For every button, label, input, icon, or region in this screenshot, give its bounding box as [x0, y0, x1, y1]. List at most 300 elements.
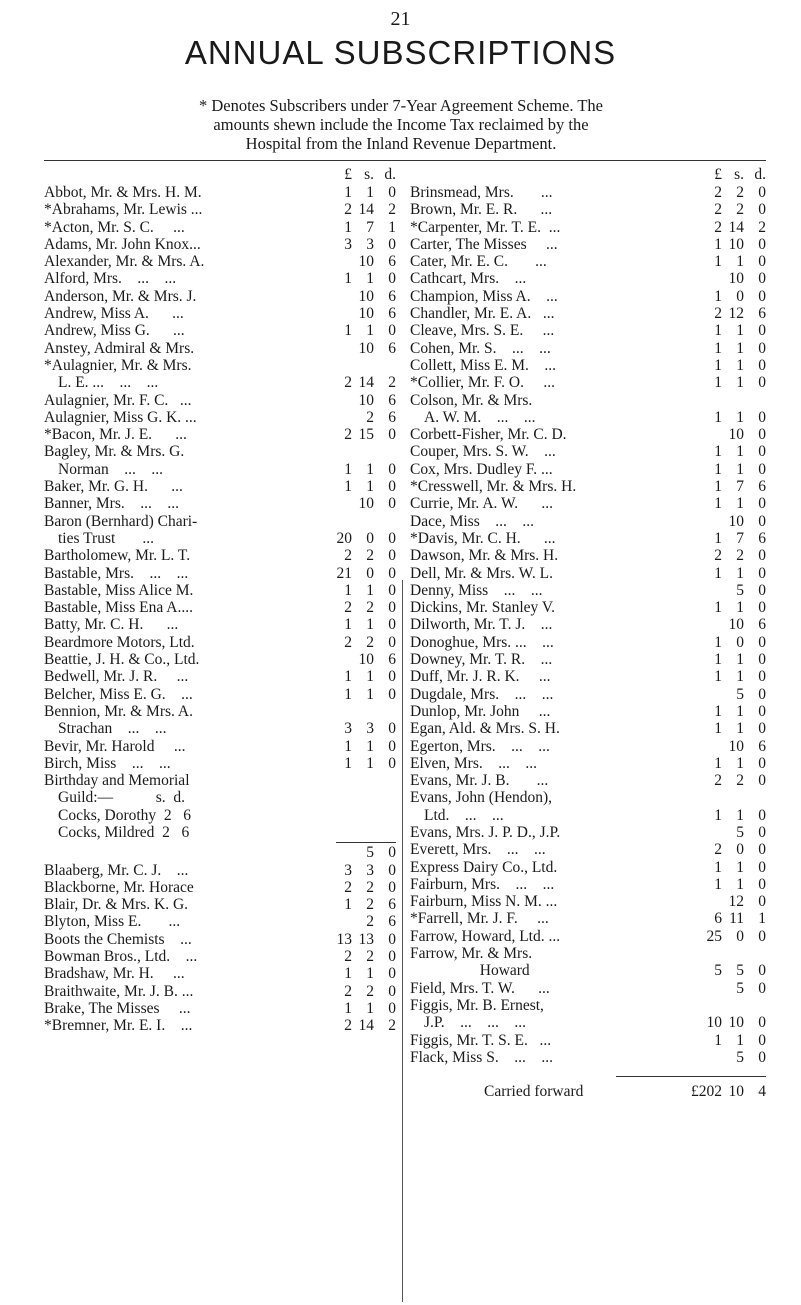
pounds-amount: 2 — [714, 305, 722, 323]
pence-amount: 0 — [758, 875, 766, 893]
shillings-amount: 1 — [366, 460, 374, 478]
pounds-amount: 2 — [344, 1017, 352, 1035]
subscriber-name: *Aulagnier, Mr. & Mrs. — [44, 356, 192, 374]
pence-amount: 6 — [388, 913, 396, 931]
note-line: Hospital from the Inland Revenue Department. — [245, 134, 557, 153]
pence-amount: 0 — [388, 322, 396, 340]
subscriber-name: Dunlop, Mr. John ... — [410, 702, 551, 720]
pence-amount: 0 — [388, 184, 396, 201]
subscriber-row — [44, 686, 396, 703]
subscriber-name: Bradshaw, Mr. H. ... — [44, 965, 185, 983]
subscriber-row — [410, 616, 766, 633]
subscriber-name: Anderson, Mr. & Mrs. J. — [44, 287, 197, 305]
subscriber-row — [410, 789, 766, 806]
pounds-amount: 3 — [344, 861, 352, 879]
subscriber-row — [44, 547, 396, 564]
subscriber-row — [410, 219, 766, 236]
pence-amount: 0 — [388, 861, 396, 879]
shillings-amount: 10 — [358, 305, 374, 323]
subscriber-row — [44, 703, 396, 720]
pounds-head: £ — [714, 166, 722, 183]
pence-amount: 0 — [758, 287, 766, 305]
subscriber-name: Currie, Mr. A. W. ... — [410, 495, 553, 513]
pence-amount: 0 — [388, 460, 396, 478]
note-line: * Denotes Subscribers under 7-Year Agreement Scheme. The — [198, 96, 603, 115]
pence-amount: 0 — [758, 408, 766, 426]
right-column — [410, 166, 766, 1101]
subscriber-name: Champion, Miss A. ... — [410, 287, 558, 305]
subscriber-name: Evans, John (Hendon), — [410, 789, 553, 807]
subscriber-name: Bastable, Mrs. ... ... — [44, 564, 189, 582]
shillings-amount: 10 — [728, 616, 744, 634]
subscriber-name: Flack, Miss S. ... ... — [410, 1048, 553, 1066]
subscriber-name: *Farrell, Mr. J. F. ... — [410, 910, 549, 928]
subscriber-name: *Davis, Mr. C. H. ... — [410, 529, 556, 547]
subscriber-name: Abbot, Mr. & Mrs. H. M. — [44, 184, 202, 201]
shillings-amount: 1 — [736, 253, 744, 271]
subscriber-name: Dell, Mr. & Mrs. W. L. — [410, 564, 553, 582]
subscriber-name: Figgis, Mr. B. Ernest, — [410, 996, 544, 1014]
subscriber-name: Cathcart, Mrs. ... — [410, 270, 527, 288]
pence-amount: 0 — [388, 547, 396, 565]
shillings-amount: 2 — [736, 547, 744, 565]
pounds-amount: 1 — [714, 339, 722, 357]
subscriber-row — [410, 340, 766, 357]
pounds-amount — [694, 824, 722, 841]
pounds-amount — [694, 616, 722, 633]
subscriber-name: Duff, Mr. J. R. K. ... — [410, 668, 551, 686]
shillings-amount: 1 — [736, 702, 744, 720]
shillings-amount: 2 — [366, 982, 374, 1000]
subscriber-row — [44, 322, 396, 339]
subscriber-name: ties Trust ... — [58, 529, 155, 547]
shillings-amount: 10 — [728, 235, 744, 253]
subscriber-name: Baker, Mr. G. H. ... — [44, 478, 183, 496]
shillings-amount: 7 — [736, 529, 744, 547]
pounds-amount — [324, 392, 352, 409]
pence-amount: 0 — [388, 581, 396, 599]
subscriber-name: Bastable, Miss Ena A.... — [44, 599, 193, 617]
pounds-amount: 1 — [344, 965, 352, 983]
pounds-amount: 1 — [714, 460, 722, 478]
pounds-amount — [694, 738, 722, 755]
pounds-amount: 1 — [714, 253, 722, 271]
subscriber-row — [44, 270, 396, 287]
pounds-amount: 1 — [714, 754, 722, 772]
pence-amount: 0 — [388, 948, 396, 966]
pounds-amount — [694, 270, 722, 287]
subscriber-row — [410, 547, 766, 564]
pounds-amount: 2 — [714, 201, 722, 219]
shillings-amount: 10 — [728, 737, 744, 755]
pounds-head: £ — [344, 166, 352, 183]
subscriber-row — [410, 893, 766, 910]
subscriber-row — [44, 651, 396, 668]
shillings-amount: 1 — [736, 495, 744, 513]
subscriber-row — [44, 599, 396, 616]
subscriber-row — [44, 374, 396, 391]
pounds-amount: 1 — [344, 754, 352, 772]
shillings-amount: 2 — [366, 948, 374, 966]
subscriber-name: *Cresswell, Mr. & Mrs. H. — [410, 478, 577, 496]
pence-amount: 0 — [758, 927, 766, 945]
shillings-head: s. — [734, 166, 744, 183]
pounds-amount: 2 — [344, 426, 352, 444]
pence-amount: 2 — [388, 1017, 396, 1035]
subscriber-name: Donoghue, Mrs. ... ... — [410, 633, 554, 651]
shillings-amount: 2 — [366, 878, 374, 896]
subscriber-row — [44, 219, 396, 236]
subscriber-name: Braithwaite, Mr. J. B. ... — [44, 982, 194, 1000]
subscriber-row — [410, 513, 766, 530]
pounds-amount: 10 — [706, 1014, 722, 1032]
pounds-amount: 1 — [344, 581, 352, 599]
pounds-amount: 1 — [714, 564, 722, 582]
pounds-amount — [694, 686, 722, 703]
pence-amount: 0 — [758, 374, 766, 392]
shillings-amount: 2 — [736, 772, 744, 790]
pence-amount: 0 — [758, 754, 766, 772]
subtotal-rule — [336, 842, 396, 843]
subscriber-row — [410, 201, 766, 218]
subscriber-row — [44, 1000, 396, 1017]
subscriber-row — [44, 530, 396, 547]
pence-amount: 0 — [758, 201, 766, 219]
pence-amount: 0 — [388, 270, 396, 288]
pounds-amount — [694, 893, 722, 910]
subscriber-name: Denny, Miss ... ... — [410, 581, 543, 599]
subscriber-row — [410, 565, 766, 582]
subscriber-name: Howard — [410, 962, 530, 980]
shillings-head: s. — [364, 166, 374, 183]
subscriber-row — [410, 495, 766, 512]
subscriber-row — [44, 824, 396, 841]
subscriber-name: Field, Mrs. T. W. ... — [410, 979, 550, 997]
shillings-amount: 1 — [736, 806, 744, 824]
pence-amount: 6 — [388, 305, 396, 323]
subscriber-name: Dawson, Mr. & Mrs. H. — [410, 547, 559, 565]
subscriber-row — [44, 634, 396, 651]
subscriber-name: Cocks, Mildred 2 6 — [58, 823, 190, 841]
shillings-amount: 2 — [366, 547, 374, 565]
subscriber-name: Bagley, Mr. & Mrs. G. — [44, 443, 185, 461]
pence-amount: 0 — [758, 547, 766, 565]
subscriber-name: Anstey, Admiral & Mrs. — [44, 339, 195, 357]
pounds-amount — [694, 582, 722, 599]
subscriber-name: Dace, Miss ... ... — [410, 512, 534, 530]
pence-amount: 0 — [758, 322, 766, 340]
subscriber-row — [410, 392, 766, 409]
pounds-amount: 1 — [344, 668, 352, 686]
subscriber-row — [44, 913, 396, 930]
subscriber-row — [44, 392, 396, 409]
pence-amount: 0 — [758, 720, 766, 738]
pounds-amount: 3 — [344, 720, 352, 738]
pounds-amount: 6 — [714, 910, 722, 928]
subscriber-row — [410, 184, 766, 201]
pence-amount: 0 — [758, 1014, 766, 1032]
subscriber-row — [44, 983, 396, 1000]
subscriber-name: Norman ... ... — [58, 460, 164, 478]
pence-amount: 6 — [388, 253, 396, 271]
pence-amount: 0 — [388, 754, 396, 772]
subscriber-row — [410, 426, 766, 443]
subscriber-name: Blackborne, Mr. Horace — [44, 878, 194, 896]
subscriber-name: Birch, Miss ... ... — [44, 754, 171, 772]
pounds-amount — [324, 913, 352, 930]
pounds-amount: 2 — [344, 633, 352, 651]
shillings-amount: 1 — [366, 685, 374, 703]
pence-amount: 6 — [758, 305, 766, 323]
pence-amount: 0 — [758, 495, 766, 513]
subscriber-name: Blaaberg, Mr. C. J. ... — [44, 861, 189, 879]
subscriber-row — [44, 616, 396, 633]
subscriber-name: *Abrahams, Mr. Lewis ... — [44, 201, 203, 219]
pence-amount: 0 — [758, 668, 766, 686]
pence-amount: 0 — [388, 599, 396, 617]
pence-amount: 0 — [758, 858, 766, 876]
subscriber-row — [410, 962, 766, 979]
pounds-amount: 2 — [714, 547, 722, 565]
pence-amount: 0 — [388, 478, 396, 496]
column-heads — [410, 166, 766, 184]
subscriber-name: Birthday and Memorial — [44, 772, 190, 790]
pounds-amount: 25 — [706, 927, 722, 945]
shillings-amount: 14 — [728, 218, 744, 236]
shillings-amount: 1 — [366, 322, 374, 340]
subscriber-name: Strachan ... ... — [58, 720, 167, 738]
pence-amount: 6 — [758, 616, 766, 634]
subscriber-row — [410, 374, 766, 391]
subscriber-name: Brake, The Misses ... — [44, 999, 191, 1017]
pounds-amount: 2 — [714, 841, 722, 859]
pence-head: d. — [384, 166, 396, 183]
pence-amount: 0 — [758, 702, 766, 720]
pence-amount: 0 — [388, 235, 396, 253]
pence-amount: 0 — [758, 962, 766, 980]
subscriber-name: Fairburn, Miss N. M. ... — [410, 893, 558, 911]
subscriber-row — [410, 755, 766, 772]
shillings-amount: 3 — [366, 235, 374, 253]
subscriber-name: Belcher, Miss E. G. ... — [44, 685, 193, 703]
subscriber-name: Adams, Mr. John Knox... — [44, 235, 201, 253]
subscriber-row — [410, 668, 766, 685]
shillings-amount: 10 — [358, 287, 374, 305]
shillings-amount: 1 — [736, 408, 744, 426]
subscriber-row — [44, 288, 396, 305]
subscriber-name: Alexander, Mr. & Mrs. A. — [44, 253, 205, 271]
shillings-amount: 5 — [736, 962, 744, 980]
subscriber-name: Andrew, Miss A. ... — [44, 305, 184, 323]
pence-amount: 0 — [388, 495, 396, 513]
pence-amount: 6 — [388, 287, 396, 305]
carried-pence-amount: 4 — [758, 1083, 766, 1101]
pounds-amount: 2 — [344, 948, 352, 966]
pounds-amount — [324, 844, 352, 861]
subscriber-row — [44, 443, 396, 460]
shillings-amount: 10 — [358, 339, 374, 357]
shillings-amount: 7 — [736, 478, 744, 496]
subscriber-name: Cocks, Dorothy 2 6 — [58, 806, 192, 824]
subscriber-row — [44, 844, 396, 861]
shillings-amount: 0 — [736, 841, 744, 859]
shillings-amount: 10 — [358, 651, 374, 669]
pounds-amount: 2 — [344, 201, 352, 219]
subscriber-row — [44, 582, 396, 599]
page-number: 21 — [390, 8, 411, 30]
pence-amount: 0 — [388, 720, 396, 738]
subscriber-name: Colson, Mr. & Mrs. — [410, 391, 533, 409]
shillings-amount: 10 — [358, 253, 374, 271]
column-heads — [44, 166, 396, 184]
subscriber-row — [410, 738, 766, 755]
subscriber-row — [44, 807, 396, 824]
pounds-amount: 2 — [714, 184, 722, 201]
subscriber-row — [44, 772, 396, 789]
shillings-amount: 3 — [366, 720, 374, 738]
shillings-amount: 1 — [736, 374, 744, 392]
subscriber-name: Figgis, Mr. T. S. E. ... — [410, 1031, 552, 1049]
subscriber-name: Blyton, Miss E. ... — [44, 913, 181, 931]
shillings-amount: 1 — [736, 651, 744, 669]
subscriber-name: *Bremner, Mr. E. I. ... — [44, 1017, 193, 1035]
subscriber-row — [44, 253, 396, 270]
subscriber-name: Farrow, Mr. & Mrs. — [410, 945, 533, 963]
subscriber-name: Corbett-Fisher, Mr. C. D. — [410, 426, 567, 444]
pounds-amount — [324, 409, 352, 426]
subscriber-row — [44, 236, 396, 253]
subscriber-row — [44, 948, 396, 965]
subscriber-name: Bowman Bros., Ltd. ... — [44, 948, 198, 966]
subscriber-name: Couper, Mrs. S. W. ... — [410, 443, 556, 461]
pence-amount: 6 — [758, 529, 766, 547]
shillings-amount: 5 — [736, 823, 744, 841]
pounds-amount: 2 — [344, 982, 352, 1000]
subscriber-row — [44, 862, 396, 879]
pence-amount: 0 — [758, 564, 766, 582]
subscriber-name: Evans, Mr. J. B. ... — [410, 772, 549, 790]
pence-amount: 0 — [758, 651, 766, 669]
pence-amount: 0 — [758, 235, 766, 253]
pence-amount: 0 — [758, 893, 766, 911]
carried-pounds-amount: £202 — [691, 1083, 722, 1101]
pence-amount: 0 — [758, 443, 766, 461]
pounds-amount: 1 — [714, 806, 722, 824]
shillings-amount: 2 — [366, 599, 374, 617]
subscriber-name: Egerton, Mrs. ... ... — [410, 737, 550, 755]
pence-amount: 0 — [758, 599, 766, 617]
shillings-amount: 1 — [366, 184, 374, 201]
pounds-amount: 1 — [344, 616, 352, 634]
subscriber-name: Guild:— s. d. — [58, 789, 186, 807]
subscriber-name: Evans, Mrs. J. P. D., J.P. — [410, 823, 561, 841]
subscriber-row — [44, 879, 396, 896]
pence-amount: 6 — [388, 391, 396, 409]
pounds-amount: 1 — [714, 374, 722, 392]
subscriber-row — [410, 288, 766, 305]
subscriber-row — [44, 478, 396, 495]
shillings-amount: 14 — [358, 1017, 374, 1035]
note-line: amounts shewn include the Income Tax reclaimed by the — [213, 115, 589, 134]
subscriber-name: Brown, Mr. E. R. ... — [410, 201, 553, 219]
pounds-amount: 1 — [714, 720, 722, 738]
subscriber-row — [410, 686, 766, 703]
subscriber-name: Bedwell, Mr. J. R. ... — [44, 668, 189, 686]
subscriber-row — [410, 322, 766, 339]
subscriber-row — [44, 565, 396, 582]
carried-rule — [616, 1076, 766, 1077]
subscriber-name: Bevir, Mr. Harold ... — [44, 737, 186, 755]
page-title: ANNUAL SUBSCRIPTIONS — [184, 34, 617, 71]
pounds-amount: 1 — [714, 858, 722, 876]
shillings-amount: 5 — [736, 685, 744, 703]
subscriber-row — [410, 270, 766, 287]
shillings-amount: 2 — [366, 913, 374, 931]
subscriber-row — [44, 931, 396, 948]
subscriber-name: Dilworth, Mr. T. J. ... — [410, 616, 553, 634]
subscriber-row — [44, 409, 396, 426]
shillings-amount: 1 — [736, 668, 744, 686]
shillings-amount: 1 — [366, 478, 374, 496]
pence-amount: 6 — [388, 408, 396, 426]
subscriber-row — [410, 582, 766, 599]
pence-amount: 0 — [388, 737, 396, 755]
subscriber-name: Aulagnier, Mr. F. C. ... — [44, 391, 192, 409]
subscriber-row — [44, 357, 396, 374]
shillings-amount: 10 — [728, 270, 744, 288]
subscriber-name: *Collier, Mr. F. O. ... — [410, 374, 555, 392]
shillings-amount: 1 — [736, 356, 744, 374]
subscriber-row — [410, 651, 766, 668]
pence-amount: 2 — [388, 374, 396, 392]
pence-amount: 0 — [388, 965, 396, 983]
subscriber-name: A. W. M. ... ... — [424, 408, 536, 426]
pence-amount: 0 — [388, 668, 396, 686]
shillings-amount: 1 — [366, 270, 374, 288]
pounds-amount: 1 — [714, 478, 722, 496]
pounds-amount: 2 — [344, 547, 352, 565]
subscriber-row — [410, 236, 766, 253]
subscriber-name: *Acton, Mr. S. C. ... — [44, 218, 185, 236]
subscriber-name: Andrew, Miss G. ... — [44, 322, 185, 340]
subscriber-row — [410, 945, 766, 962]
pence-amount: 2 — [758, 218, 766, 236]
shillings-amount: 2 — [736, 184, 744, 201]
subscriber-row — [410, 478, 766, 495]
subscriber-name: Ltd. ... ... — [424, 806, 504, 824]
pence-amount: 6 — [388, 651, 396, 669]
pence-amount: 0 — [388, 982, 396, 1000]
shillings-amount: 0 — [736, 287, 744, 305]
subscriber-name: Cox, Mrs. Dudley F. ... — [410, 460, 553, 478]
subscriber-name: Cater, Mr. E. C. ... — [410, 253, 547, 271]
subscriber-row — [410, 997, 766, 1014]
pence-amount: 0 — [758, 823, 766, 841]
pounds-amount: 1 — [344, 737, 352, 755]
pounds-amount: 2 — [714, 772, 722, 790]
shillings-amount: 2 — [366, 896, 374, 914]
pounds-amount: 1 — [344, 218, 352, 236]
shillings-amount: 1 — [736, 1031, 744, 1049]
subscriber-name: Elven, Mrs. ... ... — [410, 754, 538, 772]
subscriber-name: Batty, Mr. C. H. ... — [44, 616, 179, 634]
pence-amount: 0 — [758, 339, 766, 357]
pence-amount: 0 — [758, 184, 766, 201]
pence-amount: 0 — [388, 633, 396, 651]
pounds-amount: 1 — [344, 184, 352, 201]
pence-amount: 6 — [758, 478, 766, 496]
pence-amount: 0 — [758, 633, 766, 651]
